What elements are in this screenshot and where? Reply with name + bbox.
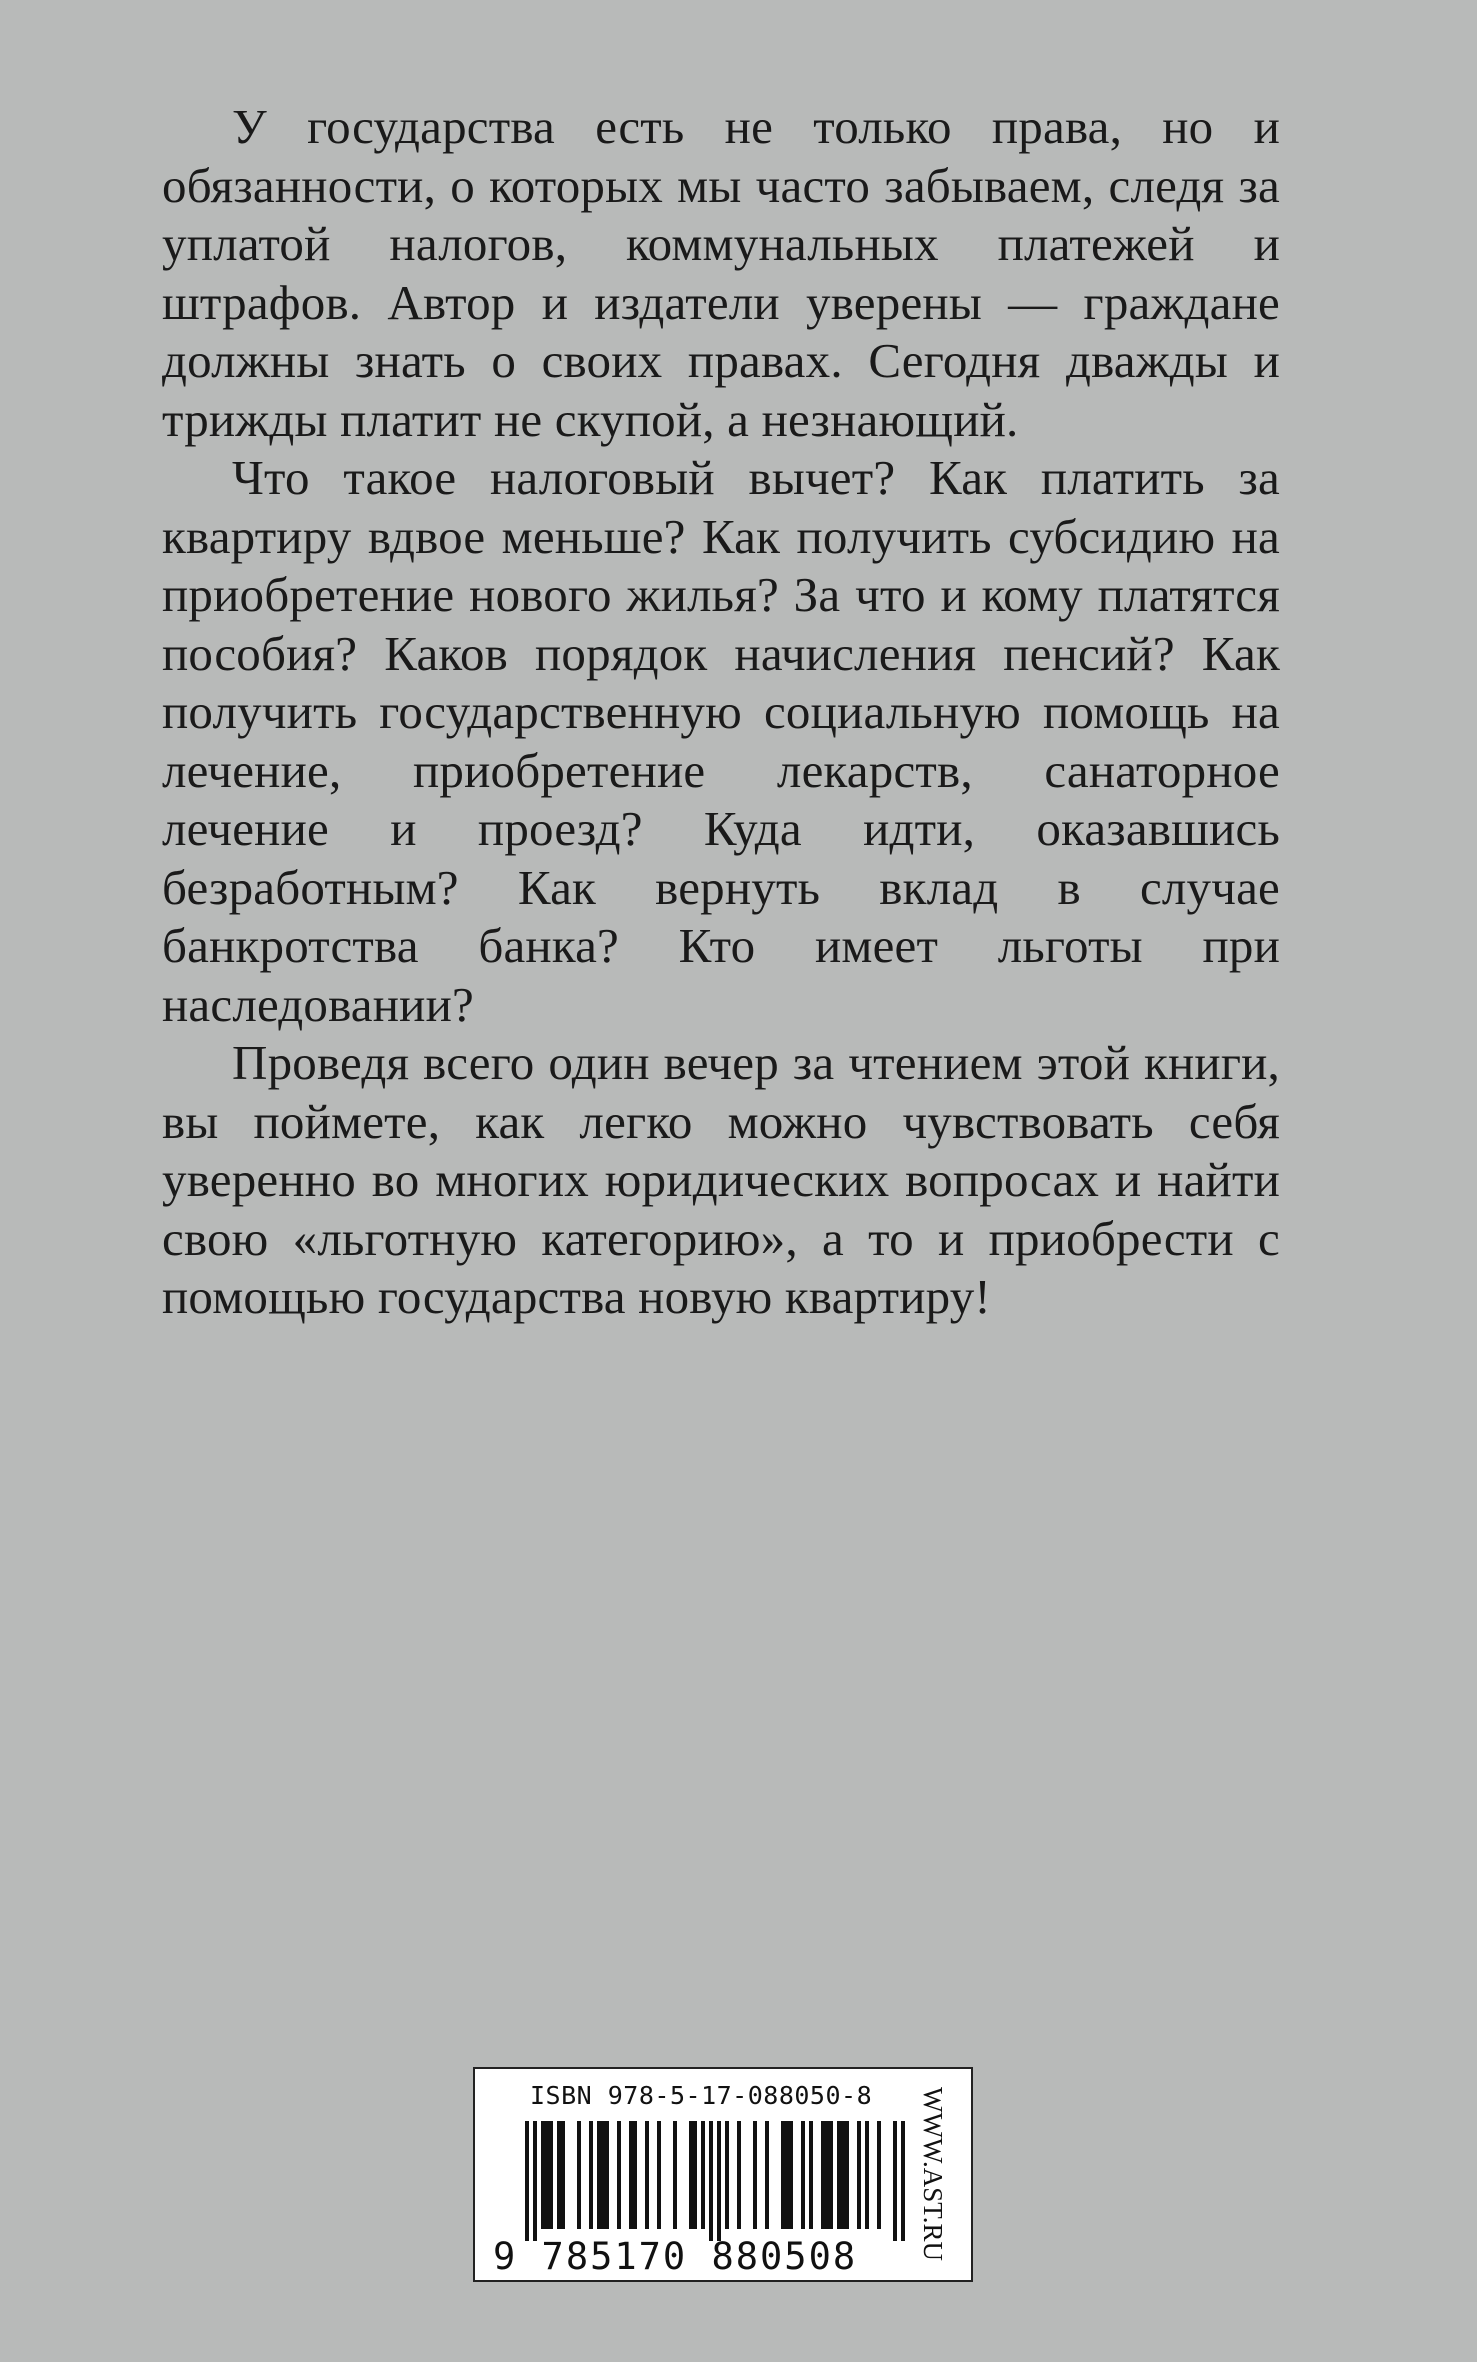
barcode-bar <box>837 2121 849 2229</box>
barcode-bar <box>865 2121 869 2229</box>
barcode-bar <box>877 2121 881 2229</box>
barcode-bar <box>645 2121 649 2229</box>
barcode-bar <box>597 2121 609 2229</box>
barcode-bar <box>725 2121 729 2229</box>
isbn-label: ISBN 978-5-17-088050-8 <box>530 2081 873 2110</box>
barcode-bar <box>629 2121 637 2229</box>
barcode-bar <box>689 2121 697 2229</box>
barcode-bar <box>857 2121 861 2229</box>
barcode-bar <box>901 2121 905 2241</box>
blurb-paragraph-1: У государства есть не только права, но и обязанности, о которых мы часто забываем, следя за уплатой налогов, коммунальных платежей и штрафов. Автор и издатели уверены — граждане должны знать о своих правах. Сегодня дважды и трижды платит не скупой, а незнающий. <box>162 99 1280 447</box>
barcode-bar <box>701 2121 705 2229</box>
barcode-bar <box>781 2121 793 2229</box>
barcode-bar <box>577 2121 581 2229</box>
blurb-paragraph-2: Что такое налоговый вычет? Как платить за квартиру вдвое меньше? Как получить субсидию на приобретение нового жилья? За что и кому платятся пособия? Каков порядок начисления пенсий? Как получить государственную социальную помощь на лечение, приобретение лекарств, санаторное лечение и проезд? Куда идти, оказавшись безработным? Как вернуть вклад в случае банкротства банка? Кто имеет льготы при наследовании? <box>162 450 1280 1032</box>
blurb-paragraph-3: Проведя всего один вечер за чтением этой книги, вы поймете, как легко можно чувствовать себя уверенно во многих юридических вопросах и найти свою «льготную категорию», а то и приобрести с помощью государства новую квартиру! <box>162 1035 1280 1324</box>
barcode-bar <box>541 2121 553 2229</box>
barcode-bar <box>525 2121 529 2241</box>
publisher-url: WWW.AST.RU <box>918 2087 948 2261</box>
barcode-bar <box>809 2121 813 2229</box>
barcode-bar <box>557 2121 565 2229</box>
barcode-bar <box>673 2121 677 2229</box>
barcode-bar <box>589 2121 593 2229</box>
back-cover-blurb <box>162 98 1280 1327</box>
barcode-image <box>525 2121 905 2241</box>
barcode-bar <box>753 2121 757 2229</box>
barcode-bar <box>801 2121 805 2229</box>
barcode-bar <box>717 2121 721 2241</box>
barcode-bar <box>765 2121 769 2229</box>
barcode-digits: 9 785170 880508 <box>493 2235 858 2278</box>
barcode-bar <box>709 2121 713 2241</box>
barcode-bar <box>533 2121 537 2241</box>
barcode-box <box>473 2067 973 2282</box>
barcode-bar <box>617 2121 621 2229</box>
barcode-bar <box>657 2121 661 2229</box>
barcode-bar <box>737 2121 741 2229</box>
barcode-bar <box>821 2121 833 2229</box>
barcode-bar <box>893 2121 897 2241</box>
